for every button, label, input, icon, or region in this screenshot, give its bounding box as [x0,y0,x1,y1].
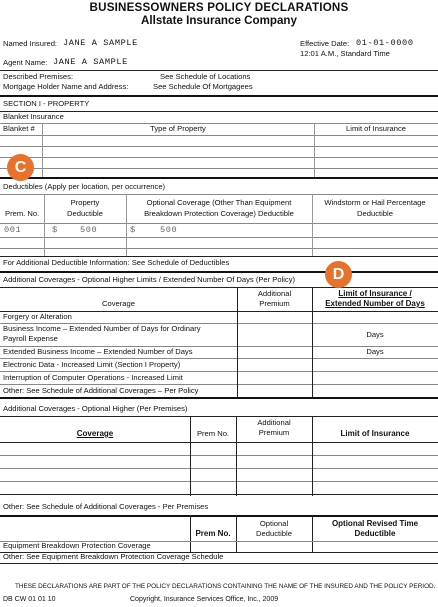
deductible-info-note: For Additional Deductible Information: See Schedule of Deductibles [3,258,230,267]
additional-higher-limit-header: Limit of Insurance [340,429,410,438]
deductible-prem-no-value: 001 [4,225,22,235]
equipment-optional-header-line2: Deductible [256,529,292,538]
optional-coverage-deductible-header-line2: Breakdown Protection Coverage) Deductible [144,209,294,218]
additional-higher-premium-header-line2: Premium [258,428,290,437]
coverage-row-electronic-data: Electronic Data - Increased Limit (Section I Property) [3,360,181,369]
copyright: Copyright, Insurance Services Office, Inc., 2009 [130,596,279,603]
property-deductible-header-line2: Deductible [67,209,103,218]
additional-days-premium-header-line2: Premium [259,299,290,308]
callout-c-badge: C [7,154,34,181]
optional-deductible-value: 500 [160,225,178,235]
named-insured-label: Named Insured: [3,39,58,48]
equipment-revised-header-line2: Deductible [354,529,396,538]
property-deductible-value: 500 [80,225,98,235]
additional-days-premium-header-line1: Additional [257,289,292,298]
equipment-other-note: Other: See Equipment Breakdown Protection Coverage Schedule [3,552,224,561]
deductibles-heading: Deductibles (Apply per location, per occurrence) [3,182,166,191]
blanket-number-header: Blanket # [3,124,35,133]
effective-date-value: 01-01-0000 [356,38,414,48]
additional-days-coverage-header: Coverage [102,299,135,308]
effective-time: 12:01 A.M., Standard Time [300,49,390,58]
callout-d-badge: D [325,261,352,288]
optional-deductible-dollar: $ [130,225,136,235]
equipment-optional-header-line1: Optional [259,519,289,528]
additional-higher-coverage-header: Coverage [76,429,114,438]
effective-date-label: Effective Date: [300,39,350,48]
additional-days-heading: Additional Coverages - Optional Higher Limits / Extended Number Of Days (Per Policy) [3,275,296,284]
coverage-row-business-income-line2: Payroll Expense [3,334,58,343]
described-premises-value: See Schedule of Locations [160,72,251,81]
additional-higher-premium-header-line1: Additional [257,418,291,427]
mortgage-holder-value: See Schedule Of Mortgagees [153,82,253,91]
agent-name-value: JANE A SAMPLE [53,57,128,67]
property-deductible-header-line1: Property [70,198,100,207]
named-insured-value: JANE A SAMPLE [63,38,138,48]
additional-higher-prem-header: Prem No. [196,429,230,438]
blanket-insurance-heading: Blanket Insurance [3,112,64,121]
coverage-row-extended-business-income: Extended Business Income – Extended Number of Days [3,347,193,356]
additional-days-other-note: Other: See Schedule of Additional Coverages – Per Policy [3,386,199,395]
extended-business-income-days: Days [366,347,384,356]
additional-higher-heading: Additional Coverages - Optional Higher (Per Premises) [3,404,188,413]
additional-days-limit-header-line1: Limit of Insurance / [338,289,412,298]
coverage-row-business-income: Business Income – Extended Number of Days for Ordinary [3,324,201,333]
business-income-days: Days [366,330,384,339]
form-number: DB CW 01 01 10 [3,596,56,603]
section-one-heading: SECTION I - PROPERTY [3,99,90,108]
additional-higher-other-note: Other: See Schedule of Additional Coverages - Per Premises [3,502,209,511]
agent-name-label: Agent Name: [3,58,48,67]
coverage-row-forgery: Forgery or Alteration [3,312,72,321]
document-title: BUSINESSOWNERS POLICY DECLARATIONS [89,1,349,14]
mortgage-holder-label: Mortgage Holder Name and Address: [3,82,129,91]
equipment-revised-header-line1: Optional Revised Time [331,519,419,528]
described-premises-label: Described Premises: [3,72,74,81]
additional-days-limit-header-line2: Extended Number of Days [325,299,425,308]
property-deductible-dollar: $ [52,225,58,235]
limit-of-insurance-header: Limit of Insurance [346,124,406,133]
optional-coverage-deductible-header-line1: Optional Coverage (Other Than Equipment [146,198,292,207]
declarations-notice: THESE DECLARATIONS ARE PART OF THE POLICY DECLARATIONS CONTAINING THE NAME OF THE INSURED AND THE POLICY PERIOD. [15,583,436,590]
windstorm-hail-header-line1: Windstorm or Hail Percentage [324,198,426,207]
company-name: Allstate Insurance Company [141,14,297,27]
equipment-prem-header: Prem No. [195,529,231,538]
equipment-breakdown-row: Equipment Breakdown Protection Coverage [3,541,151,550]
coverage-row-computer-operations: Interruption of Computer Operations - Increased Limit [3,373,183,382]
type-of-property-header: Type of Property [150,124,206,133]
prem-no-header: Prem. No. [5,209,40,218]
windstorm-hail-header-line2: Deductible [357,209,393,218]
